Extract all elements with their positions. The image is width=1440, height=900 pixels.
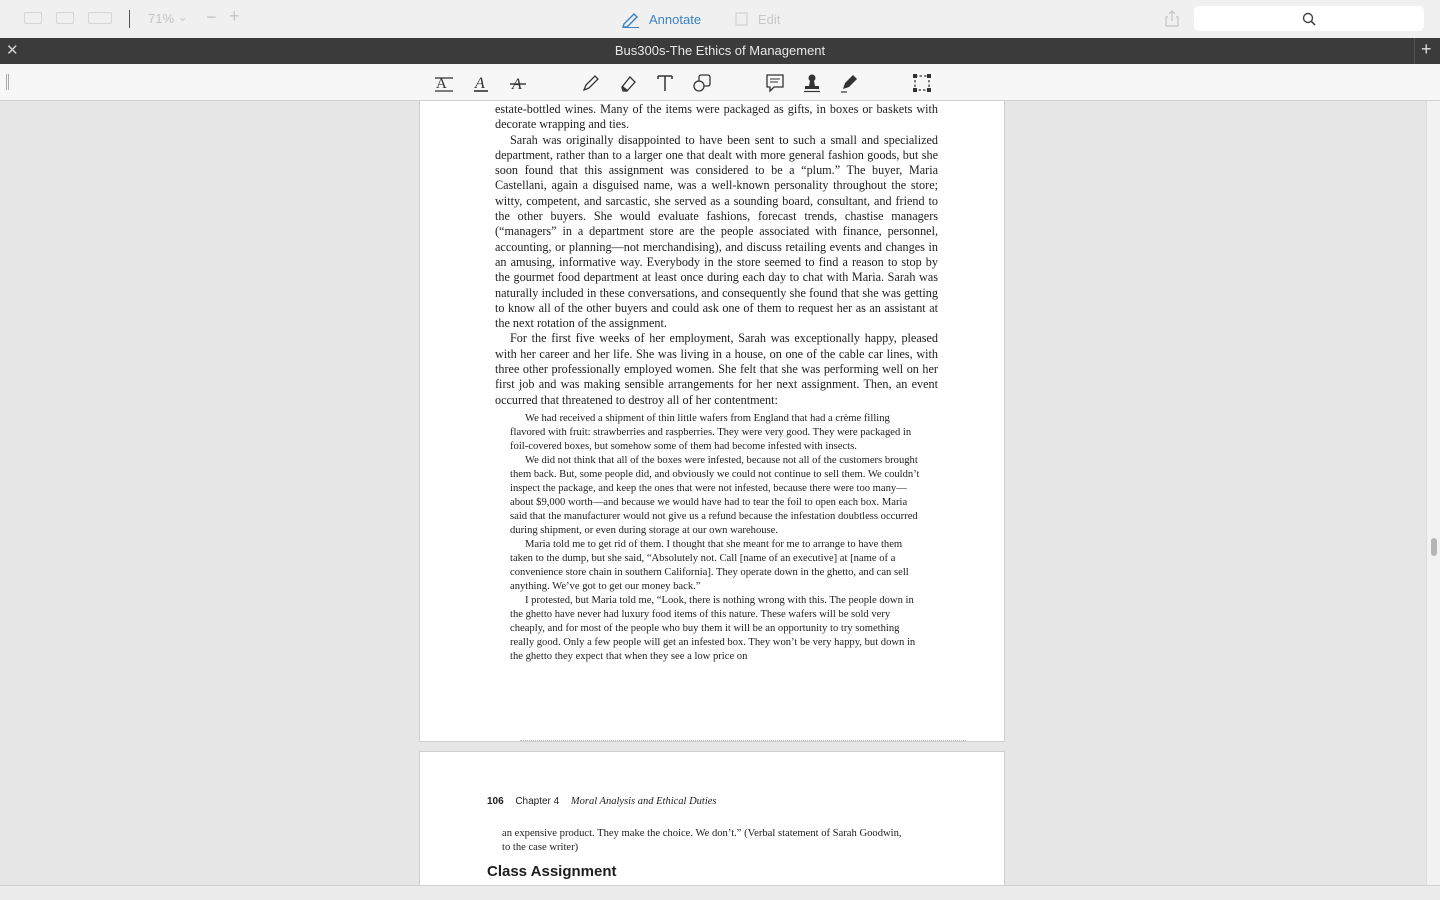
document-title: Bus300s-The Ethics of Management	[614, 43, 826, 58]
toolbar-divider	[129, 10, 130, 28]
quote-paragraph: We had received a shipment of thin little wafers from England that had a crème filling flavored with fruit: strawberries and raspberries. They were very good. They were packaged in foil-covered boxes, but somehow some of them had become infested with insects.	[510, 413, 912, 452]
quote-paragraph: I protested, but Maria told me, “Look, there is nothing wrong with this. The people down in the ghetto have never had luxury food items of this nature. These wafers will be sold very cheaply, and for most of the people who buy them it will be an opportunity to try something really good. Only a few people will get an infested box. They won’t be very happy, but down in the ghetto they expect that when they see a low price on	[510, 595, 916, 662]
quote-paragraph: Maria told me to get rid of them. I thought that she meant for me to arrange to have them taken to the dump, but she said, “Absolutely not. Call [name of an executive] at [name of a convenience store chain in southern California]. They operate down in the ghetto, and can sell anything. We’ve got to get our money back.”	[510, 539, 909, 592]
new-tab-button[interactable]	[1414, 38, 1440, 64]
text-selection-icon[interactable]	[433, 72, 455, 94]
running-header	[487, 796, 717, 807]
plus-icon: +	[1421, 39, 1432, 59]
close-tab-icon[interactable]: ✕	[6, 42, 19, 59]
paragraph: For the first five weeks of her employment, Sarah was exceptionally happy, pleased with her career and her life. She was living in a house, on one of the cable car lines, with three other professionally employed women. She felt that she was performing well on her first job and was making sensible arrangements for her next assignment. Then, an event occurred that threatened to destroy all of her contentment:	[495, 331, 938, 407]
single-page-view-icon[interactable]	[24, 12, 42, 24]
paragraph: estate-bottled wines. Many of the items were packaged as gifts, in boxes or baskets with decorate wrapping and ties.	[495, 102, 938, 132]
edit-button[interactable]	[734, 9, 780, 29]
share-icon[interactable]	[1162, 9, 1182, 29]
note-icon[interactable]	[764, 72, 786, 94]
zoom-in-button[interactable]: +	[229, 6, 240, 26]
shapes-icon[interactable]	[691, 72, 713, 94]
pdf-page	[419, 751, 1005, 885]
thumbnail-view-icon[interactable]	[88, 12, 112, 24]
document-viewport[interactable]	[0, 101, 1426, 885]
search-icon	[1302, 12, 1316, 26]
two-page-view-icon[interactable]	[56, 12, 74, 24]
svg-text:A: A	[475, 75, 485, 92]
document-tab-bar	[0, 38, 1440, 64]
quote-continuation: an expensive product. They make the choice. We don’t.” (Verbal statement of Sarah Goodwin, to the case writer)	[502, 828, 902, 853]
page-bottom-artifact	[520, 740, 966, 742]
annotate-button[interactable]	[621, 9, 701, 29]
svg-text:A: A	[436, 76, 447, 92]
quote-paragraph: We did not think that all of the boxes were infested, because not all of the customers brought them back. But, some people did, and obviously we could not continue to sell them. We couldn’t inspect the package, and keep the ones that were not infested, because there were too many—about $9,000 worth—and because we would have had to tear the foil to open each box. Maria said that the manufacturer would not give us a refund because the infestation doubtless occurred during shipment, or even during storage at our own warehouse.	[510, 455, 920, 536]
page-number: 106	[487, 796, 504, 807]
pencil-icon[interactable]	[580, 72, 602, 94]
selection-rect-icon[interactable]	[911, 72, 933, 94]
eraser-icon[interactable]	[617, 72, 639, 94]
pdf-page	[419, 101, 1005, 742]
edit-page-icon	[734, 11, 750, 27]
text-box-icon[interactable]	[654, 72, 676, 94]
strikethrough-text-icon[interactable]	[507, 72, 529, 94]
markup-toolbar	[0, 64, 1440, 101]
annotate-label: Annotate	[649, 11, 702, 27]
sidebar-grip-icon[interactable]	[6, 74, 9, 90]
paragraph: Sarah was originally disappointed to have been sent to such a small and specialized department, rather than to a larger one that dealt with more general fashion goods, but she soon found that this assignment was considered to be a “plum.” The buyer, Maria Castellani, again a disguised name, was a well-known personality throughout the store; witty, competent, and sarcastic, she served as a sounding board, consultant, and friend to the other buyers. She would evaluate fashions, forecast trends, chastise managers (“managers” in a department store are the people associated with finance, personnel, accounting, or planning—not merchandising), and discuss retailing events and changes in an amusing, informative way. Everybody in the store seemed to find a reason to stop by the gourmet food department at least once during each day to chat with Maria. Sarah was naturally included in these conversations, and consequently she found that she was getting to know all of the other buyers and could ask one of them to request her as an assistant at the next rotation of the assignment.	[495, 132, 938, 331]
status-bar	[0, 885, 1440, 900]
edit-label: Edit	[758, 11, 781, 27]
block-quote	[510, 412, 920, 664]
annotate-pen-icon	[621, 10, 641, 28]
signature-icon[interactable]	[838, 72, 860, 94]
page-body-text	[495, 102, 938, 408]
highlight-text-icon[interactable]	[470, 72, 492, 94]
section-heading: Class Assignment	[487, 863, 617, 880]
zoom-out-button[interactable]: −	[206, 7, 217, 27]
vertical-scrollbar[interactable]	[1426, 101, 1440, 885]
chapter-label: Chapter 4	[515, 796, 560, 807]
stamp-icon[interactable]	[801, 72, 823, 94]
zoom-level[interactable]: 71%	[148, 11, 175, 26]
chapter-title: Moral Analysis and Ethical Duties	[570, 796, 717, 807]
zoom-chevron-down-icon[interactable]: ⌄	[178, 12, 188, 24]
scrollbar-thumb[interactable]	[1431, 538, 1437, 556]
search-field[interactable]	[1194, 6, 1424, 31]
svg-text:A: A	[512, 76, 522, 93]
top-toolbar	[0, 0, 1440, 38]
